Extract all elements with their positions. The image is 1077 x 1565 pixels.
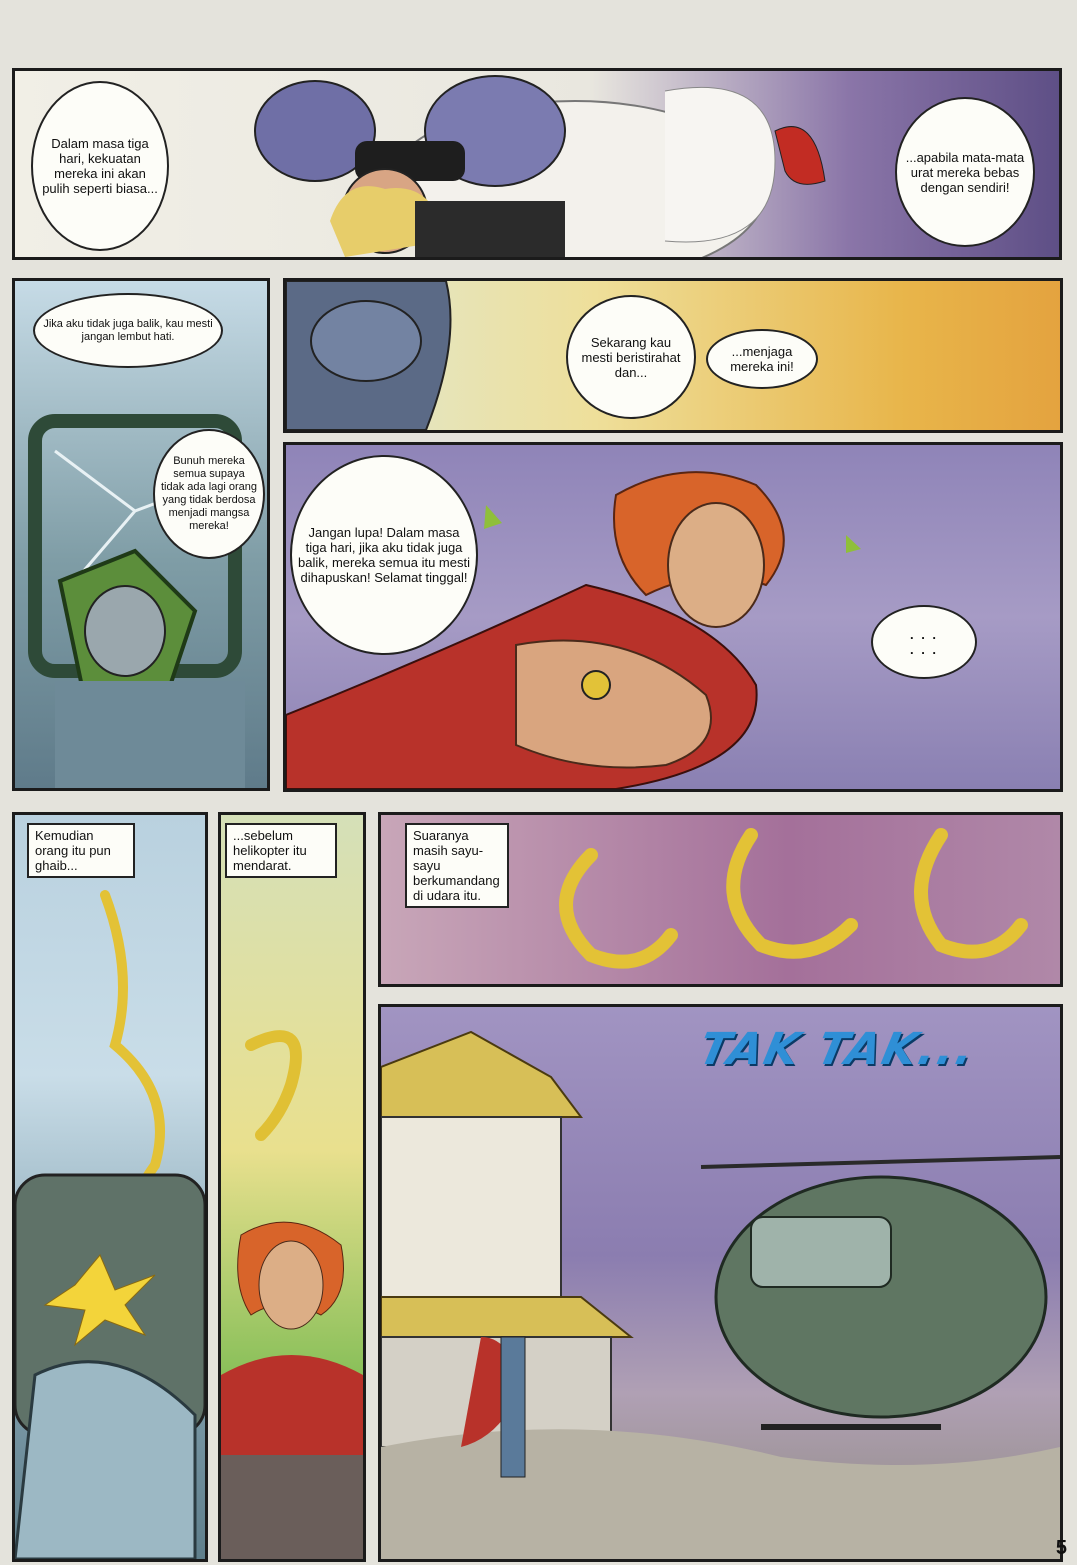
temple-wall bbox=[381, 1117, 561, 1297]
ground-dust bbox=[381, 1429, 1060, 1559]
pilot-body bbox=[55, 681, 245, 788]
panel-5 bbox=[12, 812, 208, 1562]
wind-leaf bbox=[484, 505, 502, 529]
pilot-head bbox=[85, 586, 165, 676]
panel-4 bbox=[283, 442, 1063, 792]
cape-brooch bbox=[582, 671, 610, 699]
golden-swirl bbox=[921, 835, 1021, 952]
hero-standing bbox=[501, 1337, 525, 1477]
panel-1 bbox=[12, 68, 1062, 260]
temple-lower-roof bbox=[381, 1297, 631, 1337]
panel-8-art bbox=[381, 1007, 1060, 1559]
narration-caption: Suaranya masih sayu-sayu berkumandang di udara itu. bbox=[405, 823, 509, 908]
narration-caption: Kemudian orang itu pun ghaib... bbox=[27, 823, 135, 878]
beast-beak bbox=[775, 127, 825, 185]
beast-fur bbox=[665, 87, 775, 242]
panel-3 bbox=[283, 278, 1063, 433]
speech-bubble-pilot-top: Jika aku tidak juga balik, kau mesti jangan lembut hati. bbox=[33, 293, 223, 368]
hero-face bbox=[668, 503, 764, 627]
golden-swirl bbox=[733, 835, 851, 952]
panel-5-art bbox=[15, 815, 205, 1559]
speech-bubble-right: ...apabila mata-mata urat mereka bebas dengan sendiri! bbox=[895, 97, 1035, 247]
speech-bubble-left: Dalam masa tiga hari, kekuatan mereka ini akan pulih seperti biasa... bbox=[31, 81, 169, 251]
villain-jacket bbox=[415, 201, 565, 257]
hero-body bbox=[221, 1455, 363, 1559]
golden-swirl bbox=[251, 1036, 296, 1135]
panel-8 bbox=[378, 1004, 1063, 1562]
sound-effect: TAK TAK... bbox=[694, 1024, 981, 1075]
golden-swirl bbox=[566, 855, 671, 962]
helicopter-body bbox=[716, 1177, 1046, 1417]
cockpit-glass bbox=[15, 1362, 195, 1559]
hero-cape bbox=[221, 1355, 363, 1465]
speech-bubble-silent: . . . . . . bbox=[871, 605, 977, 679]
panel-6-art bbox=[221, 815, 363, 1559]
speech-bubble-right: ...menjaga mereka ini! bbox=[706, 329, 818, 389]
temple-roof bbox=[381, 1032, 581, 1117]
panel-2 bbox=[12, 278, 270, 791]
panel-6 bbox=[218, 812, 366, 1562]
narration-caption: ...sebelum helikopter itu mendarat. bbox=[225, 823, 337, 878]
hero-face bbox=[259, 1241, 323, 1329]
speech-bubble-left: Sekarang kau mesti beristirahat dan... bbox=[566, 295, 696, 419]
panel-7 bbox=[378, 812, 1063, 987]
speech-bubble-pilot-bottom: Bunuh mereka semua supaya tidak ada lagi orang yang tidak berdosa menjadi mangsa mereka! bbox=[153, 429, 265, 559]
speech-bubble-hero: Jangan lupa! Dalam masa tiga hari, jika aku tidak juga balik, mereka semua itu mesti dihapuskan! Selamat tinggal! bbox=[290, 455, 478, 655]
wind-leaf bbox=[846, 535, 861, 553]
page-number: 5 bbox=[1055, 1537, 1067, 1559]
armor-shoulder bbox=[311, 301, 421, 381]
helicopter-window bbox=[751, 1217, 891, 1287]
helicopter-rotor bbox=[701, 1157, 1060, 1167]
